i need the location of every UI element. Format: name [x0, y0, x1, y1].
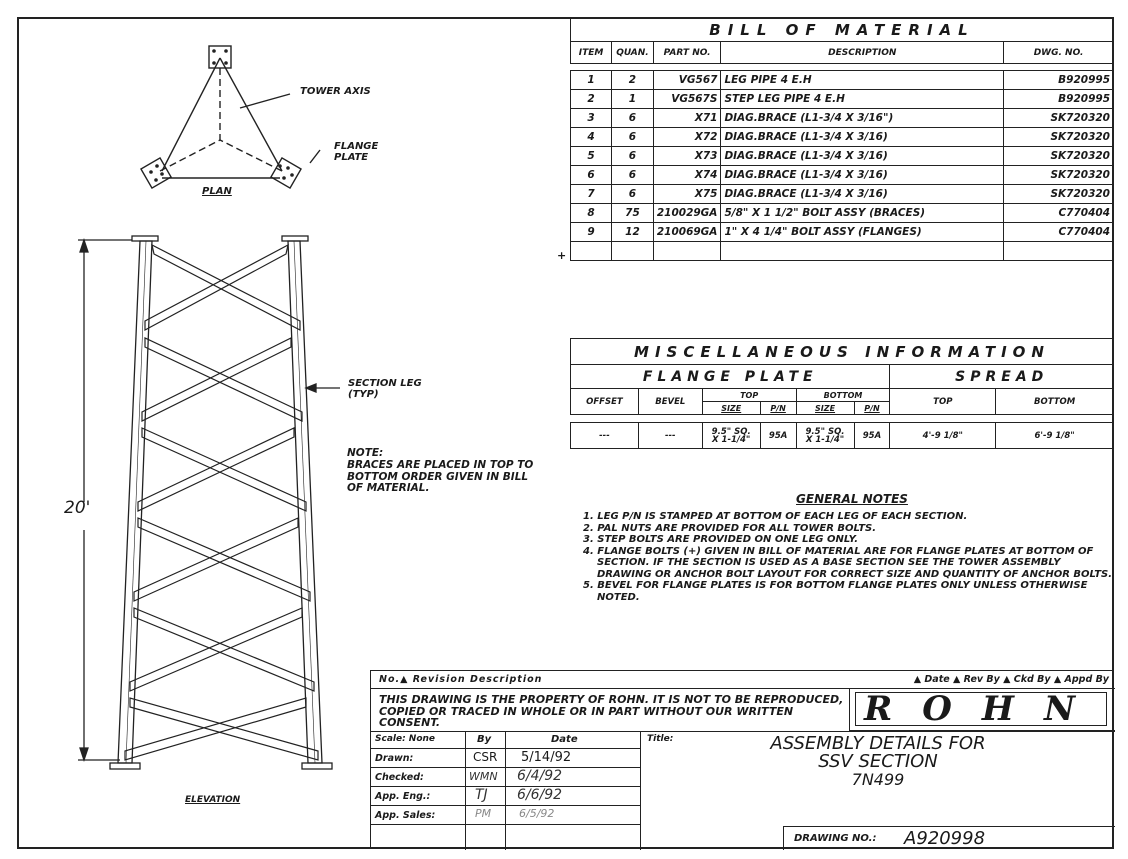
bom-dwg-no: B920995: [1004, 90, 1114, 109]
bom-row: [571, 223, 1114, 242]
title-block: [370, 670, 1114, 849]
bom-title: BILL OF MATERIAL: [571, 18, 1114, 42]
drawing-title-line-3: 7N499: [851, 770, 905, 789]
revision-row: [371, 671, 1115, 689]
bom-item: 7: [571, 185, 612, 204]
top-size-line-1: 9.5" SQ.: [711, 426, 751, 437]
property-notice: THIS DRAWING IS THE PROPERTY OF ROHN. IT IS NOT TO BE REPRODUCED, COPIED OR TRACED IN WHOLE OR IN PART WITHOUT OUR WRITTEN CONSENT.: [379, 693, 844, 729]
flange-plate-header: FLANGE PLATE: [571, 365, 890, 389]
top-flange-plate-left: [132, 236, 158, 241]
bom-description: LEG PIPE 4 E.H: [721, 71, 1004, 90]
bom-item: 6: [571, 166, 612, 185]
bom-quan: 6: [612, 185, 654, 204]
general-note: 1. LEG P/N IS STAMPED AT BOTTOM OF EACH LEG OF EACH SECTION.: [583, 511, 968, 522]
bom-part-no: VG567S: [653, 90, 721, 109]
bom-dwg-no: SK720320: [1004, 166, 1114, 185]
bom-header-quan: QUAN.: [612, 42, 654, 64]
rohn-logo: ROHN: [864, 689, 1106, 729]
app-sales-by: PM: [475, 807, 492, 820]
spread-header: SPREAD: [890, 365, 1114, 389]
bom-quan: 6: [612, 128, 654, 147]
height-dimension-label: 20': [64, 498, 91, 518]
drawing-number-cell: [783, 826, 1115, 850]
general-notes-title: GENERAL NOTES: [796, 492, 908, 506]
leg-left: [118, 241, 152, 763]
top-flange-plate-right: [282, 236, 308, 241]
bom-part-no: VG567: [653, 71, 721, 90]
bom-description: DIAG.BRACE (L1-3/4 X 3/16): [721, 185, 1004, 204]
bottom-pn-value: 95A: [854, 423, 890, 449]
flange-bolt-marker: +: [557, 249, 567, 262]
app-sales-date: 6/5/92: [519, 807, 555, 820]
bom-quan: 6: [612, 147, 654, 166]
bom-part-no: X72: [653, 128, 721, 147]
bom-quan: 2: [612, 71, 654, 90]
drawing-title: [641, 735, 1115, 789]
top-size-value: [702, 423, 760, 449]
bom-description: STEP LEG PIPE 4 E.H: [721, 90, 1004, 109]
bom-dwg-no: C770404: [1004, 204, 1114, 223]
checked-label: Checked:: [375, 772, 424, 783]
top-size-header: SIZE: [702, 402, 760, 415]
bom-row: [571, 166, 1114, 185]
bom-dwg-no: SK720320: [1004, 128, 1114, 147]
bottom-size-line-2: X 1-1/4": [805, 434, 845, 445]
flange-plate-label: FLANGE PLATE: [334, 141, 379, 163]
bom-part-no: 210069GA: [653, 223, 721, 242]
bom-part-no: X75: [653, 185, 721, 204]
general-note: 2. PAL NUTS ARE PROVIDED FOR ALL TOWER BOLTS.: [583, 522, 877, 534]
offset-header: OFFSET: [571, 389, 639, 415]
plan-view-title: PLAN: [202, 186, 232, 197]
bom-quan: 12: [612, 223, 654, 242]
general-note: 3. STEP BOLTS ARE PROVIDED ON ONE LEG ONLY.: [583, 534, 859, 545]
checked-by: WMN: [469, 770, 498, 783]
tower-axis-label: TOWER AXIS: [300, 86, 371, 97]
general-notes: [570, 492, 1114, 603]
drawn-date: 5/14/92: [521, 750, 572, 765]
bom-row: [571, 185, 1114, 204]
elevation-view-title: ELEVATION: [185, 795, 241, 805]
bottom-flange-plate-left: [110, 763, 140, 769]
plan-leg-right: [220, 58, 282, 171]
logo-cell: [849, 689, 1115, 731]
bom-dwg-no: SK720320: [1004, 109, 1114, 128]
misc-title: MISCELLANEOUS INFORMATION: [571, 339, 1114, 365]
bom-header-dwg-no: DWG. NO.: [1004, 42, 1114, 64]
bom-quan: 6: [612, 166, 654, 185]
plan-flange-plate-top: [209, 46, 231, 68]
plan-view-drawing: [120, 38, 410, 208]
bom-part-no: X73: [653, 147, 721, 166]
spread-top-value: 4'-9 1/8": [890, 423, 996, 449]
elevation-note-text: BRACES ARE PLACED IN TOP TO BOTTOM ORDER GIVEN IN BILL OF MATERIAL.: [347, 459, 534, 494]
checked-date: 6/4/92: [517, 768, 563, 784]
bom-item: 9: [571, 223, 612, 242]
bom-header-description: DESCRIPTION: [721, 42, 1004, 64]
bom-description: DIAG.BRACE (L1-3/4 X 3/16): [721, 128, 1004, 147]
bill-of-material-table: [570, 17, 1114, 261]
plan-flange-plate-right: [271, 158, 301, 188]
general-note: 5. BEVEL FOR FLANGE PLATES IS FOR BOTTOM FLANGE PLATES ONLY UNLESS OTHERWISE NOTED.: [583, 580, 1088, 603]
top-pn-header: P/N: [760, 402, 796, 415]
bom-row-empty: [571, 242, 1114, 261]
bom-description: DIAG.BRACE (L1-3/4 X 3/16): [721, 147, 1004, 166]
drawn-label: Drawn:: [375, 753, 414, 764]
app-eng-label: App. Eng.:: [375, 791, 431, 802]
by-header: By: [477, 734, 492, 745]
plan-axis-left: [160, 140, 220, 171]
bottom-size-value: [796, 423, 854, 449]
bom-header-part-no: PART NO.: [653, 42, 721, 64]
bom-item: 3: [571, 109, 612, 128]
revision-columns-header: ▲ Date ▲ Rev By ▲ Ckd By ▲ Appd By: [913, 674, 1109, 685]
bom-item: 2: [571, 90, 612, 109]
bom-header-item: ITEM: [571, 42, 612, 64]
bom-description: 5/8" X 1 1/2" BOLT ASSY (BRACES): [721, 204, 1004, 223]
app-eng-date: 6/6/92: [517, 787, 563, 803]
elevation-view-drawing: [70, 230, 370, 780]
title-label: Title:: [647, 734, 674, 744]
drawing-title-line-1: ASSEMBLY DETAILS FOR: [770, 733, 986, 754]
bom-row: [571, 71, 1114, 90]
bom-quan: 75: [612, 204, 654, 223]
bom-description: 1" X 4 1/4" BOLT ASSY (FLANGES): [721, 223, 1004, 242]
offset-value: ---: [571, 423, 639, 449]
bottom-flange-plate-right: [302, 763, 332, 769]
bom-item: 5: [571, 147, 612, 166]
bom-row: [571, 147, 1114, 166]
bom-description: DIAG.BRACE (L1-3/4 X 3/16): [721, 166, 1004, 185]
bom-part-no: X74: [653, 166, 721, 185]
spread-bottom-value: 6'-9 1/8": [996, 423, 1114, 449]
flange-top-header: TOP: [702, 389, 796, 402]
bottom-size-header: SIZE: [796, 402, 854, 415]
bom-row: [571, 90, 1114, 109]
bom-dwg-no: SK720320: [1004, 147, 1114, 166]
drawing-title-line-2: SSV SECTION: [818, 751, 938, 772]
miscellaneous-information-table: [570, 338, 1114, 449]
section-leg-label: SECTION LEG (TYP): [348, 378, 422, 400]
bom-row: [571, 128, 1114, 147]
bottom-pn-header: P/N: [854, 402, 890, 415]
flange-bottom-header: BOTTOM: [796, 389, 890, 402]
scale-label: Scale: None: [375, 734, 436, 744]
bom-row: [571, 109, 1114, 128]
drawn-by: CSR: [473, 750, 498, 764]
date-header: Date: [551, 734, 578, 745]
spread-top-header: TOP: [890, 389, 996, 415]
bom-item: 4: [571, 128, 612, 147]
top-size-line-2: X 1-1/4": [712, 434, 751, 445]
bom-description: DIAG.BRACE (L1-3/4 X 3/16"): [721, 109, 1004, 128]
bevel-header: BEVEL: [638, 389, 702, 415]
flange-plate-leader: [310, 150, 320, 163]
bevel-value: ---: [638, 423, 702, 449]
bom-dwg-no: B920995: [1004, 71, 1114, 90]
revision-description-header: No.▲ Revision Description: [379, 674, 543, 685]
top-pn-value: 95A: [760, 423, 796, 449]
app-eng-by: TJ: [475, 787, 488, 803]
bom-dwg-no: SK720320: [1004, 185, 1114, 204]
tower-axis-leader: [240, 94, 290, 108]
bom-dwg-no: C770404: [1004, 223, 1114, 242]
drawing-number: A920998: [904, 828, 986, 849]
drawing-number-label: DRAWING NO.:: [794, 833, 877, 844]
app-sales-label: App. Sales:: [375, 810, 436, 821]
plan-leg-left: [162, 58, 220, 171]
spread-bottom-header: BOTTOM: [996, 389, 1114, 415]
approval-grid: [371, 731, 641, 850]
bom-part-no: X71: [653, 109, 721, 128]
bom-part-no: 210029GA: [653, 204, 721, 223]
bom-item: 8: [571, 204, 612, 223]
bottom-size-line-1: 9.5" SQ.: [805, 426, 845, 437]
bom-quan: 1: [612, 90, 654, 109]
bom-quan: 6: [612, 109, 654, 128]
general-note: 4. FLANGE BOLTS (+) GIVEN IN BILL OF MATERIAL ARE FOR FLANGE PLATES AT BOTTOM OF SECTION. IF THE SECTION IS USED AS A BASE SECTION SEE THE TOWER ASSEMBLY DRAWING OR ANCHOR BOLT LAYOUT FOR CORRECT SIZE AND QUANTITY OF ANCHOR BOLTS.: [583, 545, 1113, 580]
bom-row: [571, 204, 1114, 223]
elevation-note-title: NOTE:: [347, 447, 384, 459]
bom-item: 1: [571, 71, 612, 90]
